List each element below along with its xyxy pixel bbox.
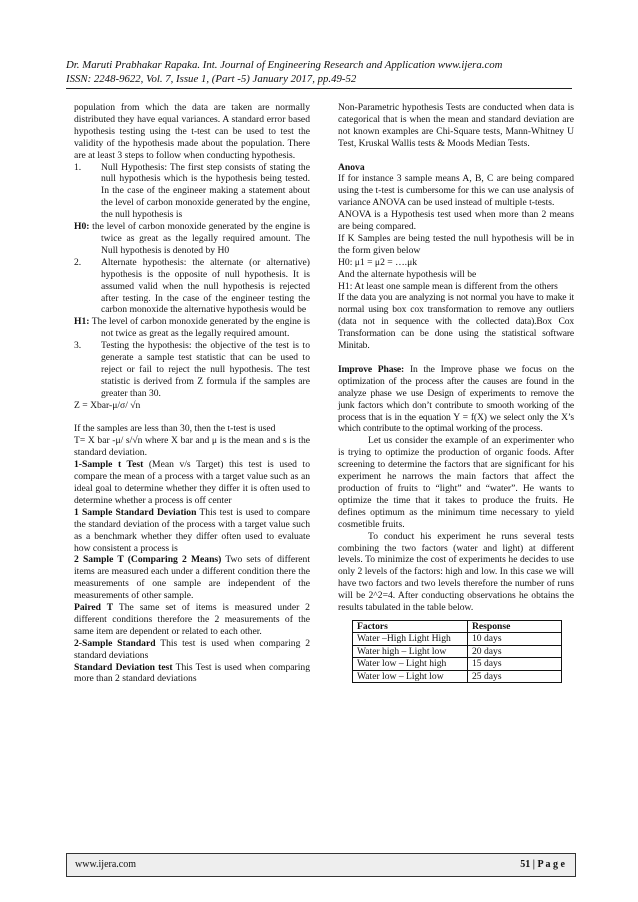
table-row: [353, 633, 562, 645]
running-header: [66, 58, 572, 86]
term-label: Paired T: [74, 602, 114, 614]
table-cell: Water high – Light low: [353, 645, 468, 657]
section-heading: Anova: [338, 161, 365, 173]
page-footer: [66, 853, 576, 877]
term-text: Two sets of different items are measured each under a different condition there the measurements of one sample are independent of the measurements of other sample.: [74, 554, 310, 602]
list-text: Testing the hypothesis: the objective of the test is to generate a sample test statistic that can be used to reject or fail to reject the null hypothesis. The test statistic is derived from Z formula if the samples are greater than 30.: [101, 340, 310, 399]
paragraph: population from which the data are taken are normally distributed they have equal variances. A standard error based hypothesis testing using the t-test can be used to test the validity of the hypothesis made about the population. There are at least 3 steps to follow when conducting hypothesis.: [74, 102, 310, 161]
results-table: [352, 620, 562, 683]
table-cell: Water –High Light High: [353, 633, 468, 645]
paragraph: Let us consider the example of an experimenter who is trying to optimize the production of organic foods. After screening to determine the factors that are significant for his experiment he narrows the main factors that affect the production of fruits to “light” and “water”. He wants to optimize the time that it takes to produce the fruits. He defines optimum as the minimum time necessary to yield cosmetible fruits.: [338, 435, 574, 530]
page-number: 51 | P a g e: [520, 859, 565, 870]
anova-h0: H0: μ1 = μ2 = ….μk: [338, 256, 418, 268]
paragraph: ANOVA is a Hypothesis test used when more than 2 means are being compared.: [338, 209, 574, 233]
column-header: Response: [468, 620, 562, 632]
paragraph: To conduct his experiment he runs several tests combining the two factors (water and light) at different levels. To minimize the cost of experiments he decides to use only 2 levels of the factors: high and low. In this case we will have two factors and two levels therefore the number of runs will be 2^2=4. After conducting observations he obtains the results tabulated in the table below.: [338, 530, 574, 614]
journal-citation: Dr. Maruti Prabhakar Rapaka. Int. Journal of Engineering Research and Application www.ijera.com: [66, 59, 503, 71]
term-label: Improve Phase:: [338, 363, 405, 375]
term-label: 1-Sample t Test: [74, 459, 144, 471]
table-cell: 20 days: [468, 645, 562, 657]
paragraph: If K Samples are being tested the null hypothesis will be in the form given below: [338, 232, 574, 256]
paired-t: [74, 602, 310, 638]
table-cell: 15 days: [468, 658, 562, 670]
h0-statement: [74, 221, 310, 257]
two-sample-standard: [74, 638, 310, 662]
table-cell: 25 days: [468, 670, 562, 682]
list-item-alternate-hypothesis: [74, 257, 310, 317]
table-row: [353, 645, 562, 657]
list-number: 2.: [74, 256, 82, 268]
list-text: Alternate hypothesis: the alternate (or alternative) hypothesis is the opposite of null hypothesis. It is assumed valid when the null hypothesis is rejected after testing. In the case of the engineer testing the carbon monoxide the alternative hypothesis would be: [101, 256, 310, 316]
list-item-null-hypothesis: [74, 162, 310, 222]
table-row: [353, 658, 562, 670]
right-column: [338, 102, 574, 683]
table-cell: 10 days: [468, 633, 562, 645]
std-dev-test: [74, 662, 310, 686]
term-label: 1 Sample Standard Deviation: [74, 506, 197, 518]
issn-line: ISSN: 2248-9622, Vol. 7, Issue 1, (Part -5) January 2017, pp.49-52: [66, 73, 357, 85]
h0-text: the level of carbon monoxide generated by the engine is twice as great as the legally required amount. The Null hypothesis is denoted by H0: [89, 221, 310, 256]
term-label: 2-Sample Standard: [74, 637, 156, 649]
list-item-testing-hypothesis: [74, 340, 310, 400]
table-header-row: [353, 620, 562, 632]
term-text: This test is used when comparing 2 standard deviations: [74, 637, 310, 661]
paragraph: If the data you are analyzing is not normal you have to make it normal using box cox transformation to remove any outliers (data not in sequence with the collected data).Box Cox Transformation can be done using the statistical software Minitab.: [338, 292, 574, 352]
h1-label: H1:: [74, 316, 90, 328]
improve-phase: [338, 364, 574, 435]
one-sample-t-test: [74, 459, 310, 507]
paragraph: If the samples are less than 30, then the t-test is used: [74, 423, 276, 435]
term-text: This Test is used when comparing more than 2 standard deviations: [74, 661, 310, 685]
two-sample-t: [74, 554, 310, 602]
term-text: In the Improve phase we focus on the optimization of the process after the causes are found in the analyze phase we use Design of experiments to remove the junk factors which don’t contribute to smooth working of the process that is in the equation Y = f(X) we select only the X’s which contribute to the optimal working of the process.: [338, 363, 574, 435]
list-number: 1.: [74, 161, 82, 173]
h1-statement: [74, 316, 310, 340]
anova-h1: H1: At least one sample mean is different from the others: [338, 280, 558, 292]
term-text: The same set of items is measured under 2 different conditions therefore the 2 measurements of the same item are dependent or related to each other.: [74, 602, 310, 637]
left-column: [74, 102, 310, 685]
term-text: (Mean v/s Target) this test is used to compare the mean of a process with a target value such as an ideal goal to determine whether they differ it is often used to determine whether a process is off center: [74, 459, 310, 506]
one-sample-std-dev: [74, 507, 310, 555]
paragraph: And the alternate hypothesis will be: [338, 268, 477, 280]
z-formula: Z = Xbar-μ/σ/ √n: [74, 399, 141, 411]
header-divider: [66, 88, 572, 89]
column-header: Factors: [353, 620, 468, 632]
table-row: [353, 670, 562, 682]
footer-url: www.ijera.com: [75, 859, 136, 870]
t-formula: T= X bar -μ/ s/√n where X bar and μ is the mean and s is the standard deviation.: [74, 435, 310, 459]
list-number: 3.: [74, 340, 82, 352]
paragraph: Non-Parametric hypothesis Tests are conducted when data is categorical that is when the mean and standard deviation are not known examples are Chi-Square tests, Mann-Whitney U Test, Kruskal Wallis tests & Moods Median Tests.: [338, 102, 574, 149]
paragraph: If for instance 3 sample means A, B, C are being compared using the t-test is cumbersome for this we can use analysis of variance ANOVA can be used instead of multiple t-tests.: [338, 173, 574, 209]
term-label: 2 Sample T (Comparing 2 Means): [74, 554, 222, 566]
table-cell: Water low – Light high: [353, 658, 468, 670]
h0-label: H0:: [74, 221, 90, 233]
table-cell: Water low – Light low: [353, 670, 468, 682]
term-label: Standard Deviation test: [74, 661, 173, 673]
list-text: Null Hypothesis: The first step consists of stating the null hypothesis which is the hypothesis being tested. In the case of the engineer making a statement about the level of carbon monoxide generated by the engine, the null hypothesis is: [101, 161, 310, 221]
h1-text: The level of carbon monoxide generated by the engine is not twice as great as the legally required amount.: [89, 316, 310, 340]
term-text: This test is used to compare the standard deviation of the process with a target value such as a benchmark whether they differ often used to evaluate how consistent a process is: [74, 506, 311, 554]
